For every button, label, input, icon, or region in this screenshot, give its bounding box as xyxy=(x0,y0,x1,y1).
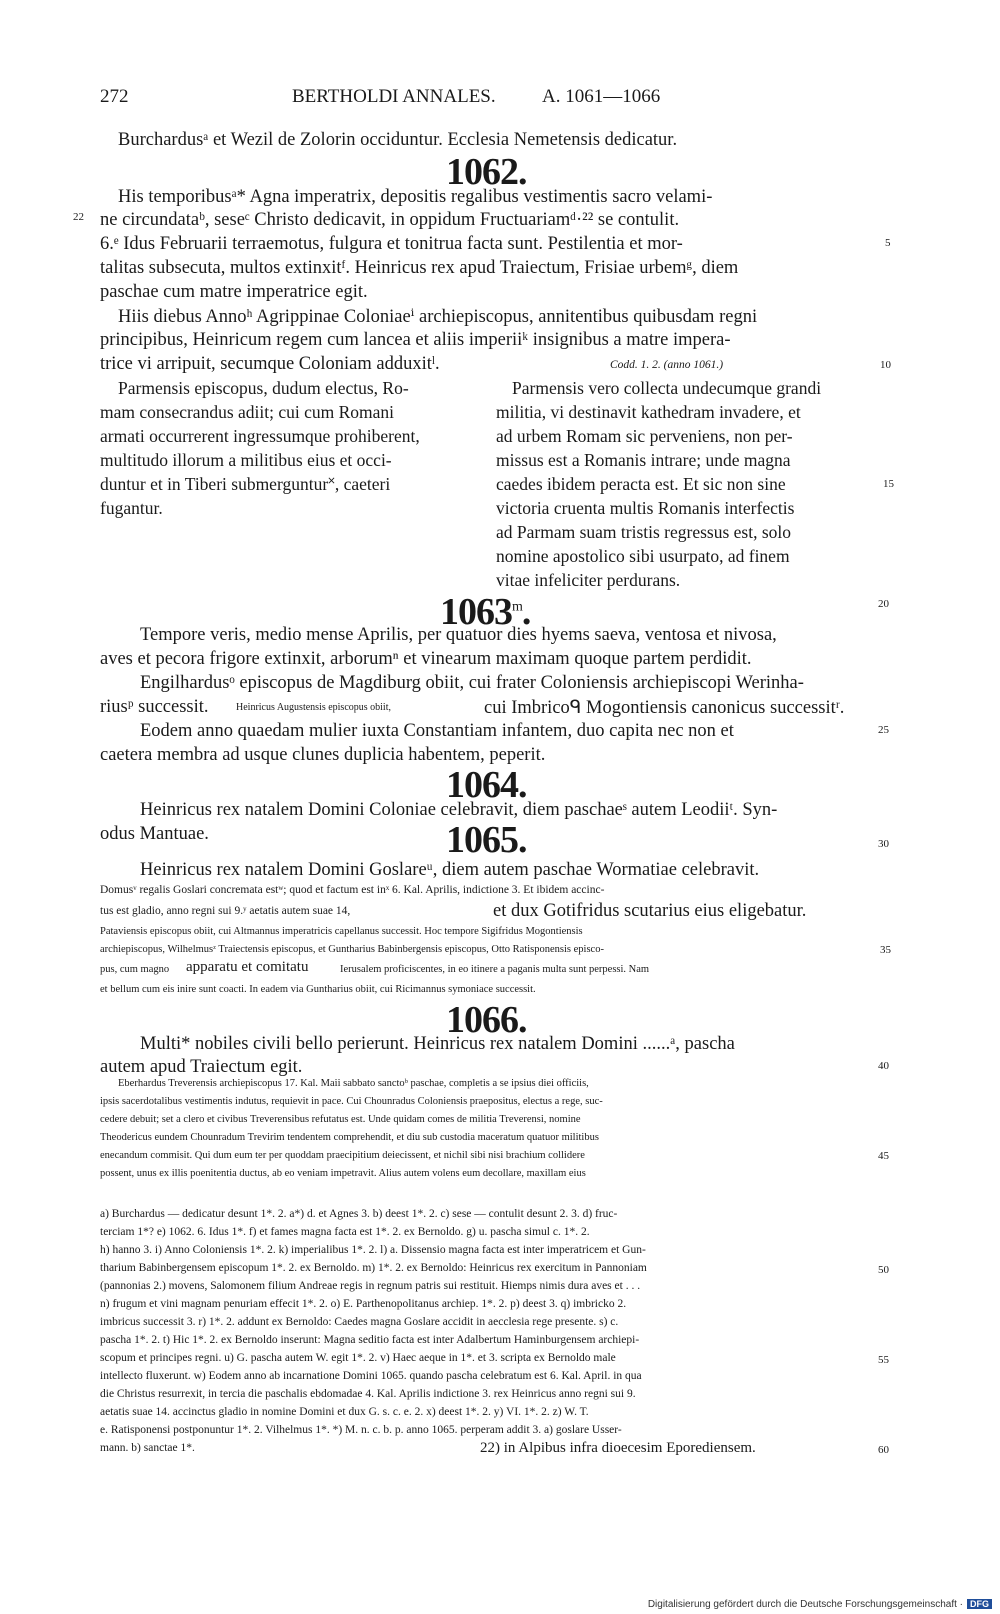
text-line: ne circundataᵇ, seseᶜ Christo dedicavit, in oppidum Fructuariamᵈ·²² se contulit. xyxy=(100,210,680,230)
footnote-line: intellecto fluxerunt. w) Eodem anno ab incarnatione Domini 1065. quando pascha celebratum est 6. Kal. April. in qua xyxy=(100,1370,642,1382)
footnote-line: pascha 1*. 2. t) Hic 1*. 2. ex Bernoldo inserunt: Magna seditio facta est inter Adalbertum Haminburgensem archiepi- xyxy=(100,1334,640,1346)
line-number: 10 xyxy=(880,359,891,371)
dfg-logo: DFG xyxy=(967,1599,992,1609)
line-number: 60 xyxy=(878,1444,889,1456)
left-column-line: multitudo illorum a militibus eius et occi- xyxy=(100,450,392,470)
text-line: riusᵖ successit. xyxy=(100,697,209,717)
footnote-line: n) frugum et vini magnam penuriam effecit 1*. 2. o) E. Parthenopolitanus archiep. 1*. 2. p) deest 3. q) imbricko 2. xyxy=(100,1298,627,1310)
footnote-line: terciam 1*? e) 1062. 6. Idus 1*. f) et fames magna facta est 1*. 2. ex Bernoldo. g) u. pascha simul c. 1*. 2. xyxy=(100,1226,590,1238)
line-number: 5 xyxy=(885,237,891,249)
line-number: 40 xyxy=(878,1060,889,1072)
footnote-line: imbricus successit 3. r) 1*. 2. addunt ex Bernoldo: Caedes magna Goslare accidit in aecclesia rege presente. s) c. xyxy=(100,1316,619,1328)
left-column-line: Parmensis episcopus, dudum electus, Ro- xyxy=(118,378,409,398)
text-line: Heinricus rex natalem Domini Coloniae celebravit, diem paschaeˢ autem Leodiiᵗ. Syn- xyxy=(140,800,778,820)
footnote-line: mann. b) sanctae 1*. xyxy=(100,1442,195,1454)
right-column-line: missus est a Romanis intrare; unde magna xyxy=(496,450,791,470)
line-number: 25 xyxy=(878,724,889,736)
running-years: A. 1061—1066 xyxy=(542,86,661,107)
right-column-line: militia, vi destinavit kathedram invadere, et xyxy=(496,402,801,422)
right-column-line: nomine apostolico sibi usurpato, ad finem xyxy=(496,546,790,566)
text-line: Burchardusᵃ et Wezil de Zolorin occiduntur. Ecclesia Nemetensis dedicatur. xyxy=(118,130,678,150)
footnote-line: (pannonias 2.) movens, Salomonem filium Andreae regis in regnum patris sui restituit. Hiemps nimis dura aves et . . . xyxy=(100,1280,641,1292)
right-column-line: caedes ibidem peracta est. Et sic non sine xyxy=(496,474,786,494)
footnote-22: 22) in Alpibus infra dioecesim Eporediensem. xyxy=(480,1440,756,1456)
year-heading-1064: 1064. xyxy=(446,764,527,806)
text-line: Eodem anno quaedam mulier iuxta Constantiam infantem, duo capita nec non et xyxy=(140,721,734,741)
running-title: BERTHOLDI ANNALES. xyxy=(292,86,496,107)
line-number: 15 xyxy=(883,478,894,490)
line-number: 45 xyxy=(878,1150,889,1162)
right-column-line: Parmensis vero collecta undecumque grandi xyxy=(512,378,822,398)
year-heading-1065: 1065. xyxy=(446,819,527,861)
text-line: Hiis diebus Annoʰ Agrippinae Coloniaeⁱ archiepiscopus, annitentibus quibusdam regni xyxy=(118,307,758,327)
year-heading-1063: 1063$^m$. xyxy=(440,591,531,633)
text-line: talitas subsecuta, multos extinxitᶠ. Heinricus rex apud Traiectum, Frisiae urbemᵍ, diem xyxy=(100,258,739,278)
text-line: Multi* nobiles civili bello perierunt. Heinricus rex natalem Domini ......ᵃ, pascha xyxy=(140,1034,735,1054)
text-line-small: Pataviensis episcopus obiit, cui Altmannus imperatricis capellanus successit. Hoc tempore Sigifridus Mogontiensis xyxy=(100,926,583,937)
footnote-line: h) hanno 3. i) Anno Coloniensis 1*. 2. k) imperialibus 1*. 2. l) a. Dissensio magna facta est inter imperatricem et Gun- xyxy=(100,1244,646,1256)
right-column-line: ad urbem Romam sic perveniens, non per- xyxy=(496,426,793,446)
left-column-line: mam consecrandus adiit; cui cum Romani xyxy=(100,402,395,422)
left-column-line: duntur et in Tiberi submerguntur˟, caeteri xyxy=(100,474,391,494)
text-line: principibus, Heinricum regem cum lancea et aliis imperiiᵏ insignibus a matre impera- xyxy=(100,330,731,350)
text-line: paschae cum matre imperatrice egit. xyxy=(100,282,368,302)
text-line: Heinricus rex natalem Domini Goslareᵘ, diem autem paschae Wormatiae celebravit. xyxy=(140,860,760,880)
text-line: autem apud Traiectum egit. xyxy=(100,1057,303,1077)
footnote-line: a) Burchardus — dedicatur desunt 1*. 2. a*) d. et Agnes 3. b) deest 1*. 2. c) sese — contulit desunt 2. 3. d) fruc- xyxy=(100,1208,618,1220)
line-number: 20 xyxy=(878,598,889,610)
text-line-small: enecandum commisit. Qui dum eum ter per quoddam praecipitium deiecissent, et nichil sibi nisi brachium collidere xyxy=(100,1150,585,1161)
text-line-small: Ierusalem proficiscentes, in eo itinere a paganis multa sunt perpessi. Nam xyxy=(340,964,650,975)
text-line: 6.ᵉ Idus Februarii terraemotus, fulgura et tonitrua facta sunt. Pestilentia et mor- xyxy=(100,234,683,254)
footnote-line: scopum et principes regni. u) G. pascha autem W. egit 1*. 2. v) Haec aeque in 1*. et 3. scripta ex Bernoldo male xyxy=(100,1352,616,1364)
text-line-small: Heinricus Augustensis episcopus obiit, xyxy=(236,702,391,713)
text-line-small: tus est gladio, anno regni sui 9.ʸ aetatis autem suae 14, xyxy=(100,905,351,917)
text-line-small: Domusᵛ regalis Goslari concremata estʷ; quod et factum est inˣ 6. Kal. Aprilis, indictione 3. Et ibidem accinc- xyxy=(100,884,605,896)
text-line-small: Theodericus eundem Chounradum Trevirim tendentem comprehendit, et diu sub custodia maceratum quatuor militibus xyxy=(100,1132,599,1143)
text-line-small: possent, unus ex illis poenitentia ductus, ab eo veniam impetravit. Alius autem volens eum decollare, maxillam eius xyxy=(100,1168,586,1179)
text-line: Engilhardusᵒ episcopus de Magdiburg obiit, cui frater Coloniensis archiepiscopi Werinha- xyxy=(140,673,804,693)
text-line: aves et pecora frigore extinxit, arborumⁿ et vinearum maximam quoque partem perdidit. xyxy=(100,649,752,669)
codex-note: Codd. 1. 2. (anno 1061.) xyxy=(610,359,724,371)
credit-text: Digitalisierung gefördert durch die Deutsche Forschungsgemeinschaft · xyxy=(647,1599,963,1610)
right-column-line: vitae infeliciter perdurans. xyxy=(496,570,681,590)
text-line: His temporibusᵃ* Agna imperatrix, depositis regalibus vestimentis sacro velami- xyxy=(118,187,713,207)
text-line: Tempore veris, medio mense Aprilis, per quatuor dies hyems saeva, ventosa et nivosa, xyxy=(140,625,777,645)
footnote-line: die Christus resurrexit, in tercia die paschalis ebdomadae 4. Kal. Aprilis indictione 3. rex Heinricus anno regni sui 9. xyxy=(100,1388,636,1400)
line-number: 50 xyxy=(878,1264,889,1276)
right-column-line: ad Parmam suam tristis regressus est, solo xyxy=(496,522,792,542)
line-number: 35 xyxy=(880,944,891,956)
line-number: 30 xyxy=(878,838,889,850)
footnote-line: tharium Babinbergensem episcopum 1*. 2. ex Bernoldo. m) 1*. 2. ex Bernoldo: Heinricus rex exercitum in Pannoniam xyxy=(100,1262,647,1274)
left-column-line: armati occurrerent ingressumque prohiberent, xyxy=(100,426,420,446)
line-number: 22 xyxy=(73,211,84,223)
left-column-line: fugantur. xyxy=(100,498,163,518)
text-line: caetera membra ad usque clunes duplicia habentem, peperit. xyxy=(100,745,546,765)
text-line: odus Mantuae. xyxy=(100,824,209,844)
text-line-small: Eberhardus Treverensis archiepiscopus 17. Kal. Maii sabbato sanctoᵇ paschae, completis a se ipsius diei officiis, xyxy=(118,1078,589,1089)
page-number: 272 xyxy=(100,86,129,107)
text-line: trice vi arripuit, secumque Coloniam adduxitˡ. xyxy=(100,354,440,374)
right-column-line: victoria cruenta multis Romanis interfectis xyxy=(496,498,795,518)
text-line: apparatu et comitatu xyxy=(186,959,309,975)
line-number: 55 xyxy=(878,1354,889,1366)
text-line: et dux Gotifridus scutarius eius eligebatur. xyxy=(493,901,807,921)
text-line-small: pus, cum magno xyxy=(100,964,170,975)
text-line-small: archiepiscopus, Wilhelmusᶻ Traiectensis episcopus, et Guntharius Babinbergensis episcopus, Otto Ratisponensis episco- xyxy=(100,944,604,955)
text-line: cui Imbricoᑫ Mogontiensis canonicus successitʳ. xyxy=(484,698,845,718)
year-heading-1066: 1066. xyxy=(446,999,527,1041)
year-heading-1062: 1062. xyxy=(446,151,527,193)
digitization-credit xyxy=(648,1599,992,1610)
text-line-small: et bellum cum eis inire sunt coacti. In eadem via Guntharius obiit, cui Ricimannus symoniace successit. xyxy=(100,984,536,995)
text-line-small: cedere debuit; set a clero et civibus Treverensibus refutatus est. Unde quidam comes de militia Treverensi, nomine xyxy=(100,1114,581,1125)
text-line-small: ipsis sacerdotalibus vestimentis indutus, requievit in pace. Cui Chounradus Coloniensis praepositus, electus a rege, suc- xyxy=(100,1096,603,1107)
footnote-line: aetatis suae 14. accinctus gladio in nomine Domini et dux G. s. c. e. 2. x) deest 1*. 2. y) VI. 1*. 2. z) W. T. xyxy=(100,1406,589,1418)
footnote-line: e. Ratisponensi postponuntur 1*. 2. Vilhelmus 1*. *) M. n. c. b. p. anno 1065. perperam addit 3. a) goslare Usser- xyxy=(100,1424,622,1436)
